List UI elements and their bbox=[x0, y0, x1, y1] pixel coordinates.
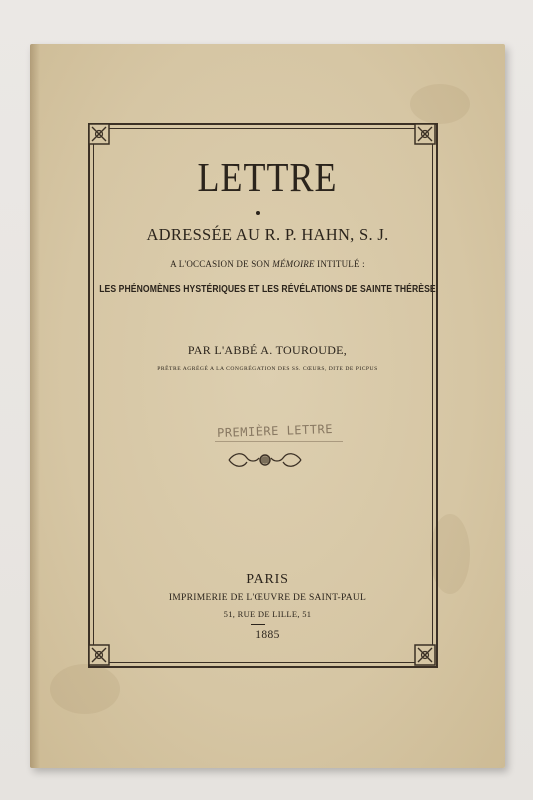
publication-city: PARIS bbox=[246, 572, 289, 587]
work-title: LES PHÉNOMÈNES HYSTÉRIQUES ET LES RÉVÉLATIONS DE SAINTE THÉRÈSE bbox=[99, 283, 436, 295]
occasion-line bbox=[30, 259, 505, 269]
author-line: PAR L'ABBÉ A. TOUROUDE, bbox=[187, 343, 348, 357]
handwritten-underline bbox=[215, 441, 343, 442]
paper-stain bbox=[50, 664, 120, 714]
document-subtitle: ADRESSÉE AU R. P. HAHN, S. J. bbox=[146, 225, 389, 244]
corner-ornament-icon bbox=[414, 644, 436, 666]
corner-ornament-icon bbox=[414, 123, 436, 145]
fleuron-ornament-icon bbox=[225, 448, 305, 472]
printer-name: IMPRIMERIE DE L'ŒUVRE DE SAINT-PAUL bbox=[168, 593, 367, 603]
title-dot bbox=[256, 211, 260, 215]
publication-year: 1885 bbox=[255, 629, 280, 641]
document-title: LETTRE bbox=[197, 154, 338, 200]
pamphlet-cover bbox=[30, 44, 505, 768]
corner-ornament-icon bbox=[88, 123, 110, 145]
author-note: PRÊTRE AGRÉGÉ A LA CONGRÉGATION DES SS. CŒURS, DITE DE PICPUS bbox=[157, 366, 378, 372]
printer-address: 51, RUE DE LILLE, 51 bbox=[223, 609, 312, 619]
paper-stain bbox=[410, 84, 470, 124]
occasion-prefix: A L'OCCASION DE SON bbox=[170, 259, 273, 269]
occasion-suffix: INTITULÉ : bbox=[314, 259, 365, 269]
corner-ornament-icon bbox=[88, 644, 110, 666]
occasion-italic: MÉMOIRE bbox=[272, 259, 315, 269]
handwritten-annotation: PREMIÈRE LETTRE bbox=[216, 421, 334, 441]
separator-rule bbox=[251, 624, 265, 625]
